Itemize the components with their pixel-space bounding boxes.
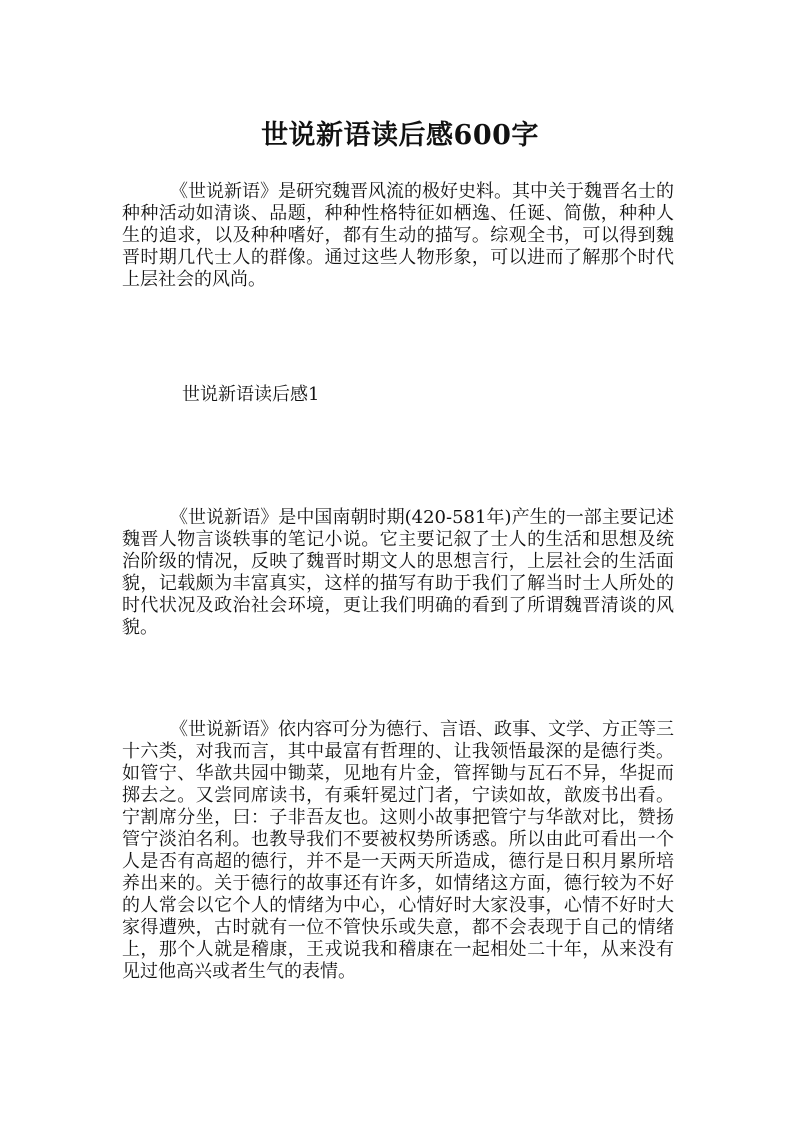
page-title: 世说新语读后感600字 <box>261 120 539 152</box>
paragraph-background: 《世说新语》是中国南朝时期(420-581年)产生的一部主要记述魏晋人物言谈轶事的笔记小说。它主要记叙了士人的生活和思想及统治阶级的情况，反映了魏晋时期文人的思想言行，上层社会的生活面貌，记载颇为丰富真实，这样的描写有助于我们了解当时士人所处的时代状况及政治社会环境，更让我们明确的看到了所谓魏晋清谈的风貌。 <box>122 507 674 638</box>
paragraph-virtue: 《世说新语》依内容可分为德行、言语、政事、文学、方正等三十六类，对我而言，其中最富有哲理的、让我领悟最深的是德行类。如管宁、华歆共园中锄菜，见地有片金，管挥锄与瓦石不异，华捉而掷去之。又尝同席读书，有乘轩冕过门者，宁读如故，歆废书出看。宁割席分坐，曰：子非吾友也。这则小故事把管宁与华歆对比，赞扬管宁淡泊名利。也教导我们不要被权势所诱惑。所以由此可看出一个人是否有高超的德行，并不是一天两天所造成，德行是日积月累所培养出来的。关于德行的故事还有许多，如情绪这方面，德行较为不好的人常会以它个人的情绪为中心，心情好时大家没事，心情不好时大家得遭殃，古时就有一位不管快乐或失意，都不会表现于自己的情绪上，那个人就是稽康，王戎说我和稽康在一起相处二十年，从来没有见过他高兴或者生气的表情。 <box>122 719 674 982</box>
section-heading: 世说新语读后感1 <box>182 384 320 405</box>
paragraph-intro: 《世说新语》是研究魏晋风流的极好史料。其中关于魏晋名士的种种活动如清谈、品题，种种性格特征如栖逸、任诞、简傲，种种人生的追求，以及种种嗜好，都有生动的描写。综观全书，可以得到魏晋时期几代士人的群像。通过这些人物形象，可以进而了解那个时代上层社会的风尚。 <box>122 181 674 290</box>
